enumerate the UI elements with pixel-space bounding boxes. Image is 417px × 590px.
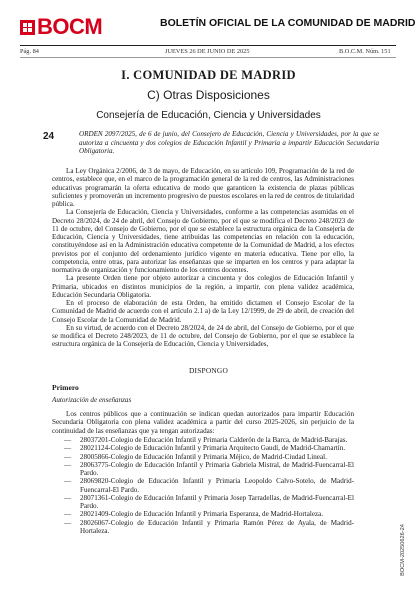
list-item-text: 28069820-Colegio de Educación Infantil y Primaria Leopoldo Calvo-Sotelo, de Madrid-Fuencarral-El Pardo. — [80, 477, 354, 494]
paragraph: La presente Orden tiene por objeto autorizar a cincuenta y dos colegios de Educación Infantil y Primaria, ubicados en distintos municipios de la región, a impartir, con plena validez académica, Educación Secundaria Obligatoria. — [52, 274, 354, 299]
list-dash: — — [64, 493, 72, 502]
subsection-title: C) Otras Disposiciones — [147, 88, 270, 102]
list-item-text: 28005866-Colegio de Educación Infantil y Primaria Méjico, de Madrid-Ciudad Lineal. — [80, 452, 327, 461]
header-subdivider — [20, 57, 396, 58]
list-item — [52, 494, 354, 511]
list-item-text: 28021124-Colegio de Educación Infantil y Primaria Arquitecto Gaudí, de Madrid-Chamartín. — [80, 444, 346, 453]
list-dash: — — [64, 444, 72, 453]
paragraph: La Ley Orgánica 2/2006, de 3 de mayo, de Educación, en su artículo 109, Programación de la red de centros, establece que, en el marco de la programación general de la red de centros, las Administraciones educativas programarán la oferta educativa de modo que garanticen la existencia de plazas públicas suficientes y promoverán un incremento progresivo de puestos escolares en la red de centros de titularidad pública. — [52, 167, 354, 208]
document-code — [398, 510, 408, 590]
list-item-text: 28026067-Colegio de Educación Infantil y Primaria Ramón Pérez de Ayala, de Madrid-Hortaleza. — [80, 518, 354, 535]
issue-date: JUEVES 26 DE JUNIO DE 2025 — [165, 48, 250, 55]
list-item-text: 28063775-Colegio de Educación Infantil y Primaria Gabriela Mistral, de Madrid-Fuencarral-El Pardo. — [80, 460, 354, 477]
list-item-text: 28037201-Colegio de Educación Infantil y Primaria Calderón de la Barca, de Madrid-Barajas. — [80, 436, 348, 444]
paragraph: En el proceso de elaboración de esta Orden, ha emitido dictamen el Consejo Escolar de la Comunidad de Madrid de acuerdo con el artículo 2.1 a) de la Ley 12/1999, de 29 de abril, de creación del Consejo Escolar de la Comunidad de Madrid. — [52, 299, 354, 324]
list-item-text: 28071361-Colegio de Educación Infantil y Primaria Josep Tarradellas, de Madrid-Fuencarral-El Pardo. — [80, 493, 354, 510]
list-dash: — — [64, 518, 72, 527]
logo-text: BOCM — [37, 14, 103, 39]
order-title: ORDEN 2097/2025, de 6 de junio, del Consejero de Educación, Ciencia y Universidades, por la que se autoriza a cincuenta y dos colegios de Educación Infantil y Primaria a impartir Educación Secundaria Obligatoria. — [79, 130, 379, 156]
list-item — [52, 461, 354, 478]
order-preamble — [52, 167, 354, 349]
article-heading: Primero — [52, 383, 79, 392]
list-item-text: 28021409-Colegio de Educación Infantil y Primaria Esperanza, de Madrid-Hortaleza. — [80, 510, 324, 519]
authorized-schools-list — [52, 436, 354, 535]
bocm-logo — [20, 14, 102, 40]
list-dash: — — [64, 460, 72, 469]
list-item — [52, 519, 354, 536]
dispongo-heading: DISPONGO — [189, 366, 228, 375]
page-number: Pág. 84 — [20, 48, 39, 55]
list-item — [52, 436, 354, 444]
list-item — [52, 444, 354, 452]
list-dash: — — [64, 436, 72, 444]
document-code-text: BOCM-20250626-24 — [400, 524, 406, 576]
header-divider — [20, 45, 396, 46]
section-title: I. COMUNIDAD DE MADRID — [121, 68, 296, 82]
article-subheading: Autorización de enseñanzas — [52, 396, 132, 404]
list-dash: — — [64, 452, 72, 461]
paragraph: En su virtud, de acuerdo con el Decreto 28/2024, de 24 de abril, del Consejo de Gobierno, por el que se modifica el Decreto 248/2023, de 11 de octubre, del Consejo de Gobierno, por el que se establece la estructura orgánica de la Consejería de Educación, Ciencia y Universidades, — [52, 323, 354, 349]
article-intro — [52, 410, 354, 435]
list-item — [52, 453, 354, 461]
list-item — [52, 510, 354, 518]
department-title: Consejería de Educación, Ciencia y Universidades — [96, 110, 321, 121]
issue-number: B.O.C.M. Núm. 151 — [339, 48, 391, 55]
list-dash: — — [64, 510, 72, 519]
paragraph: Los centros públicos que a continuación se indican quedan autorizados para impartir Educación Secundaria Obligatoria con plena validez académica a partir del curso 2025-2026, sin perjuicio de la continuidad de las enseñanzas que ya tengan autorizadas: — [52, 410, 354, 435]
bocm-logo-mark-icon — [20, 20, 35, 35]
bulletin-title: BOLETÍN OFICIAL DE LA COMUNIDAD DE MADRID — [160, 17, 416, 29]
list-dash: — — [64, 477, 72, 486]
order-number: 24 — [43, 131, 55, 142]
list-item — [52, 477, 354, 494]
paragraph: La Consejería de Educación, Ciencia y Universidades, conforme a las competencias asumidas en el Decreto 28/2024, de 24 de abril, del Consejo de Gobierno, por el que se modifica el Decreto 248/2023 de 11 de octubre, del Consejo de Gobierno, por el que se establece la estructura orgánica de la Consejería de Educación, Ciencia y Universidades, tiene atribuidas las competencias en relación con la educación, constituyéndose así en la Administración educativa competente de la Comunidad de Madrid, a los efectos previstos por el conjunto del ordenamiento jurídico vigente en materia educativa. Tiene por ello, la competencia, entre otras, para autorizar las enseñanzas que se imparten en los centros y para adaptar la normativa de organización y funcionamiento de los centros docentes. — [52, 208, 354, 274]
